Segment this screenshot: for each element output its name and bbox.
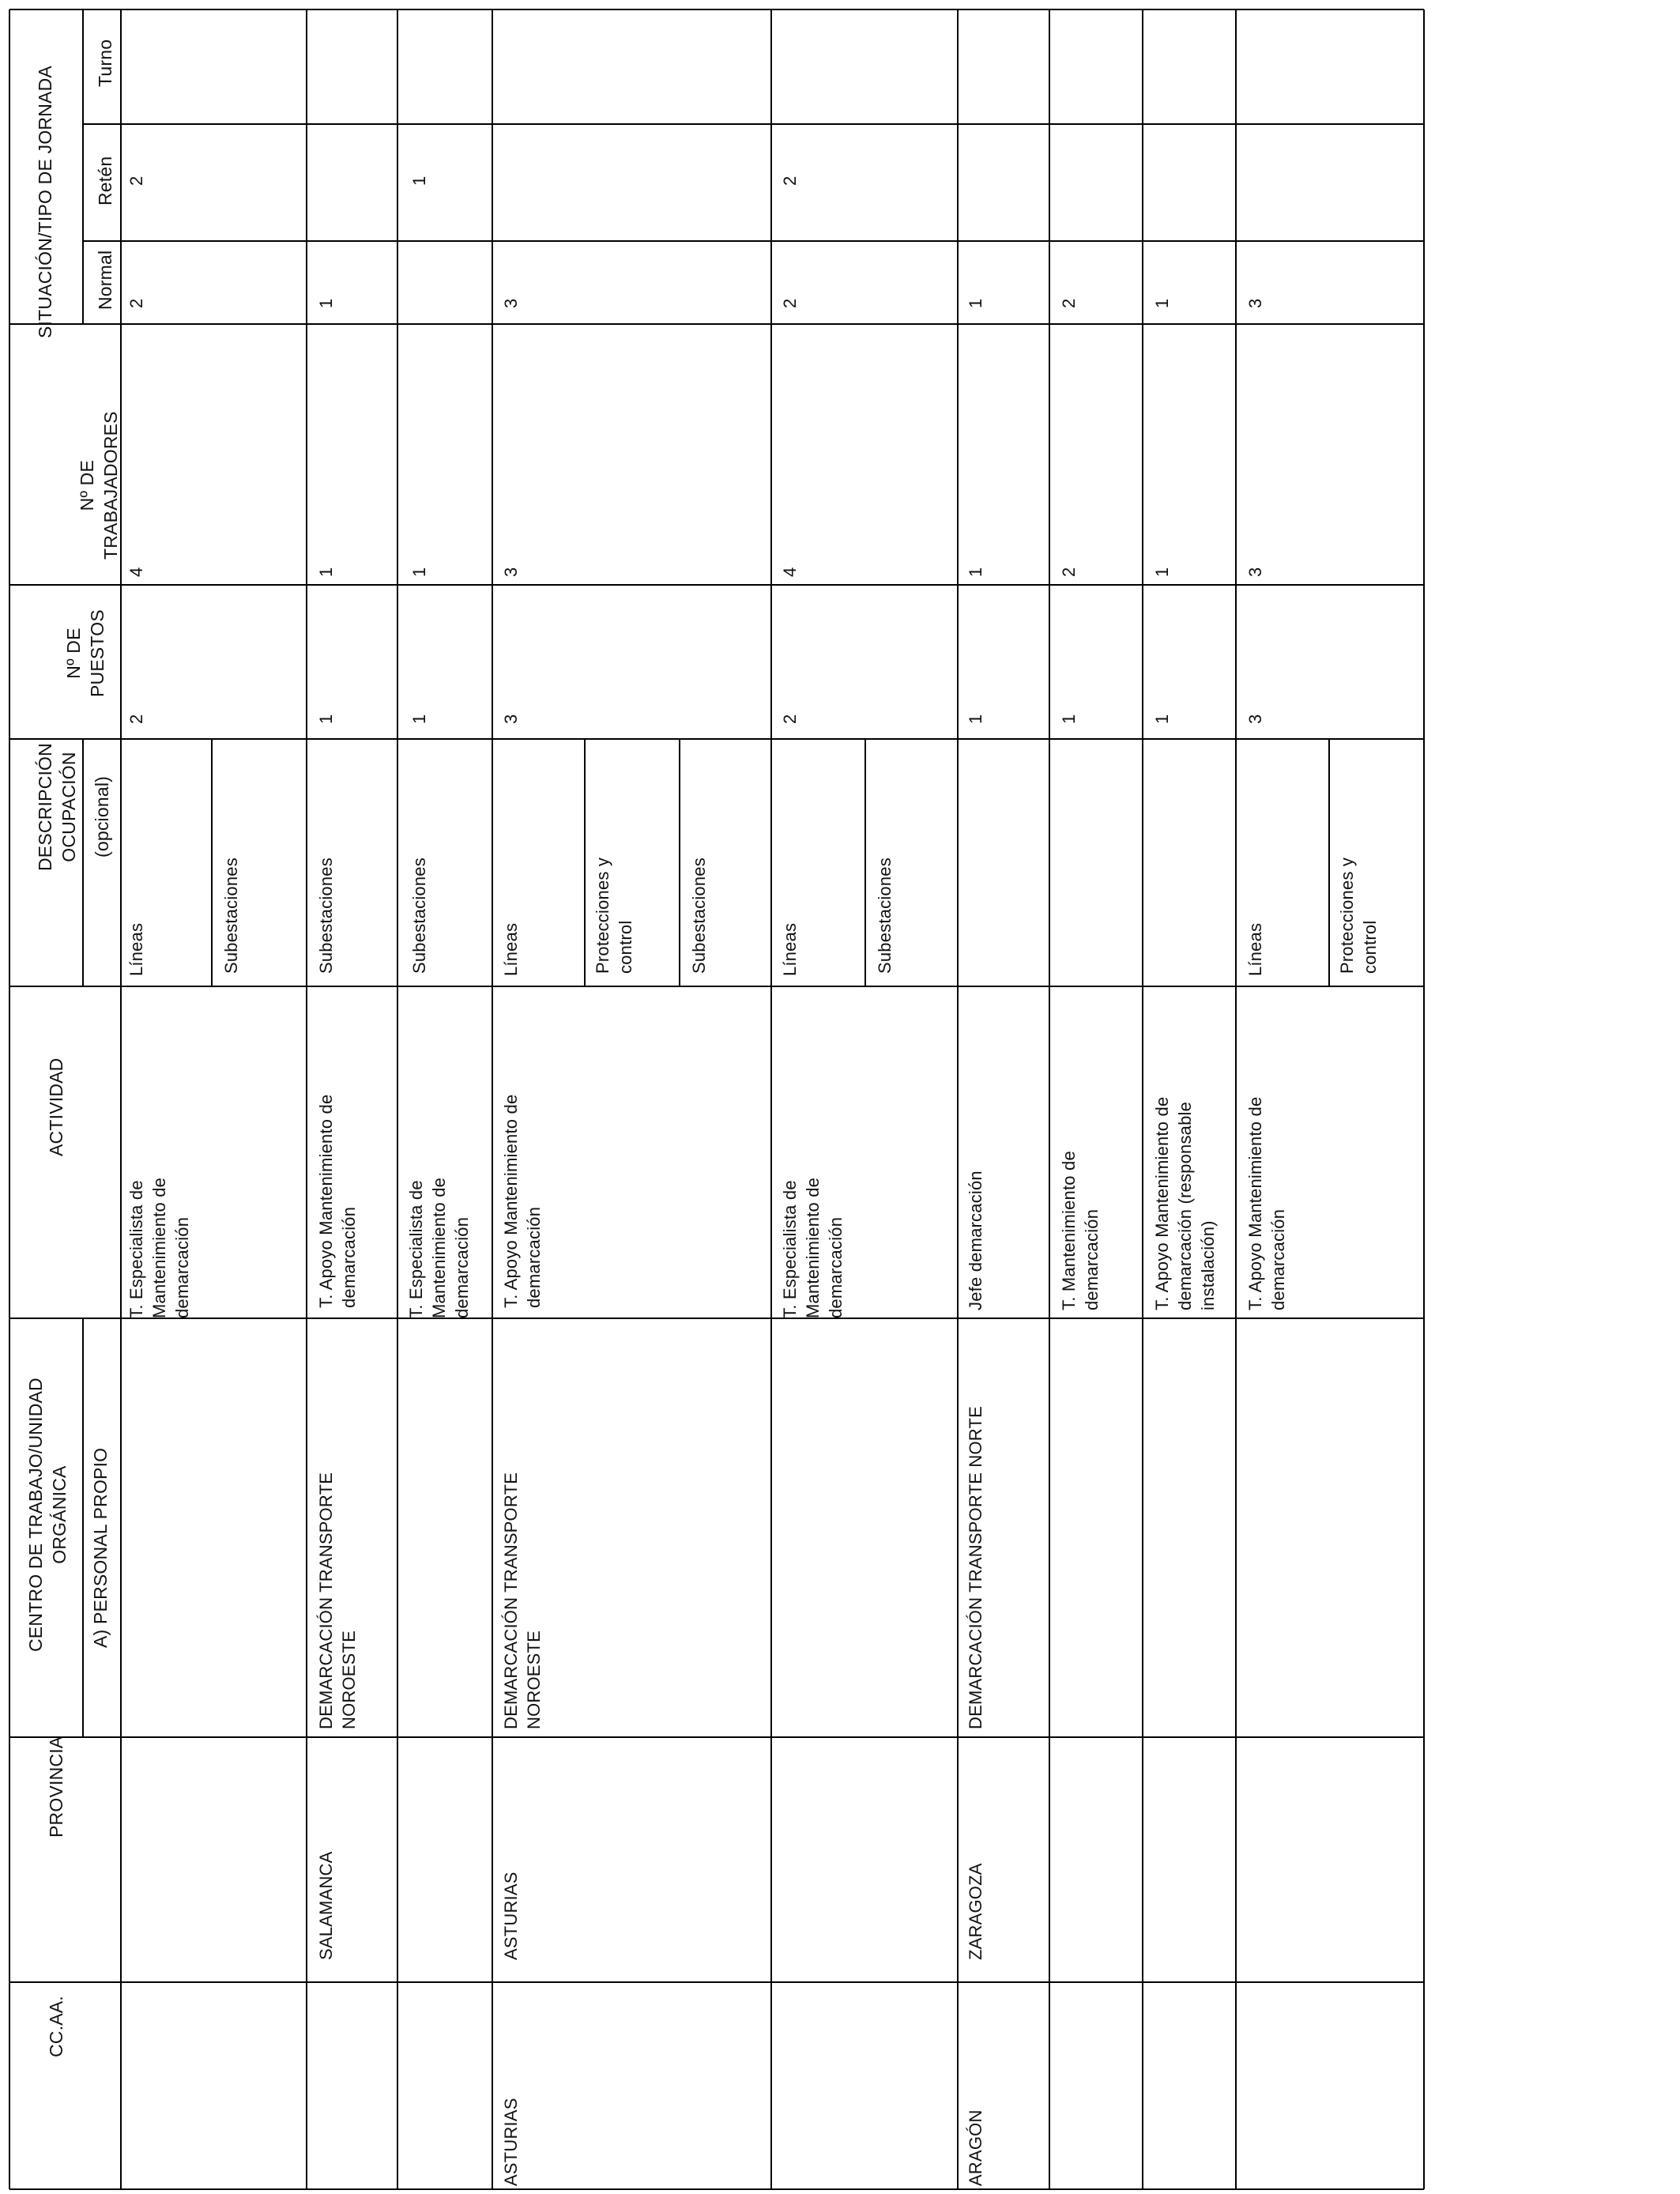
header-puestos-line: Nº DE	[63, 628, 84, 679]
header-centro-line: CENTRO DE TRABAJO/UNIDAD	[25, 1378, 46, 1652]
cell-provincia: ASTURIAS	[501, 1872, 521, 1960]
cell-descripcion: Subestaciones	[316, 858, 336, 974]
header-personal-propio: A) PERSONAL PROPIO	[90, 1447, 111, 1648]
cell-descripcion: Líneas	[1245, 922, 1265, 976]
text-line: T. Mantenimiento de	[1059, 1151, 1079, 1310]
cell-puestos: 3	[501, 714, 521, 724]
cell-provincia: SALAMANCA	[316, 1851, 336, 1960]
cell-actividad	[499, 1095, 545, 1308]
cell-actividad	[1151, 1097, 1219, 1310]
text-line: Mantenimiento de	[429, 1177, 450, 1318]
cell-provincia: ZARAGOZA	[966, 1863, 985, 1960]
header-trabajadores-line: Nº DE	[77, 459, 97, 511]
cell-puestos: 2	[126, 714, 146, 724]
text-line: demarcación	[1082, 1208, 1102, 1310]
text-line: T. Especialista de	[780, 1180, 800, 1318]
header-actividad: ACTIVIDAD	[46, 1057, 66, 1156]
cell-reten: 2	[780, 175, 800, 186]
cell-reten: 2	[126, 175, 146, 186]
cell-normal: 3	[501, 298, 521, 308]
cell-trabajadores: 1	[966, 567, 985, 577]
cell-normal: 2	[126, 298, 146, 308]
cell-ccaa: ARAGÓN	[966, 2109, 985, 2186]
cell-actividad	[778, 1178, 847, 1318]
cell-actividad: Jefe demarcación	[966, 1171, 985, 1310]
header-ccaa: CC.AA.	[46, 1996, 66, 2057]
text-line: demarcación	[1268, 1208, 1289, 1310]
header-descripcion-line: DESCRIPCIÓN	[35, 743, 55, 871]
cell-puestos: 1	[409, 714, 429, 724]
cell-puestos: 3	[1245, 714, 1265, 724]
text-line: DEMARCACIÓN TRANSPORTE	[316, 1472, 336, 1729]
cell-puestos: 1	[1059, 714, 1079, 724]
cell-puestos: 2	[780, 714, 800, 724]
text-line: Protecciones y	[593, 857, 612, 974]
cell-descripcion: Subestaciones	[689, 858, 709, 974]
cell-actividad	[315, 1095, 360, 1308]
cell-actividad	[1244, 1097, 1290, 1310]
text-line: demarcación	[452, 1216, 473, 1318]
cell-centro	[499, 1472, 545, 1729]
cell-trabajadores: 2	[1059, 567, 1079, 577]
cell-descripcion	[591, 858, 637, 974]
header-turno: Turno	[95, 39, 115, 87]
cell-descripcion: Subestaciones	[875, 858, 895, 974]
text-line: Protecciones y	[1337, 857, 1357, 974]
text-line: DEMARCACIÓN TRANSPORTE	[501, 1472, 521, 1729]
header-reten: Retén	[95, 156, 115, 205]
cell-actividad	[125, 1178, 194, 1318]
text-line: demarcación	[172, 1216, 193, 1318]
text-line: Mantenimiento de	[803, 1177, 823, 1318]
text-line: demarcación	[524, 1206, 544, 1308]
cell-descripcion: Líneas	[126, 922, 146, 976]
text-line: demarcación	[826, 1216, 846, 1318]
cell-puestos: 1	[316, 714, 336, 724]
text-line: instalación)	[1198, 1220, 1219, 1310]
text-line: T. Apoyo Mantenimiento de	[316, 1094, 336, 1308]
cell-puestos: 1	[966, 714, 985, 724]
cell-puestos: 1	[1152, 714, 1172, 724]
cell-normal: 2	[780, 298, 800, 308]
text-line: T. Especialista de	[406, 1180, 426, 1318]
header-opcional: (opcional)	[92, 776, 112, 858]
cell-trabajadores: 1	[1152, 567, 1172, 577]
cell-descripcion: Líneas	[780, 922, 800, 976]
text-line: control	[1360, 920, 1381, 974]
text-line: Mantenimiento de	[149, 1177, 170, 1318]
text-line: demarcación	[339, 1206, 360, 1308]
cell-trabajadores: 1	[409, 567, 429, 577]
cell-ccaa: ASTURIAS	[501, 2098, 521, 2186]
header-puestos-line: PUESTOS	[87, 609, 108, 697]
cell-centro	[315, 1472, 360, 1729]
cell-descripcion: Subestaciones	[409, 858, 429, 974]
header-centro-line: ORGÁNICA	[49, 1465, 70, 1564]
cell-descripcion	[1335, 858, 1381, 974]
cell-trabajadores: 4	[126, 567, 146, 577]
text-line: T. Especialista de	[126, 1180, 146, 1318]
header-puestos	[62, 609, 110, 697]
cell-descripcion: Subestaciones	[221, 858, 241, 974]
text-line: NOROESTE	[524, 1630, 544, 1729]
cell-actividad	[405, 1178, 473, 1318]
header-centro	[24, 1378, 72, 1652]
text-line: demarcación (responsable	[1175, 1101, 1196, 1310]
text-line: control	[616, 920, 636, 974]
cell-trabajadores: 3	[1245, 567, 1265, 577]
header-descripcion	[33, 743, 81, 871]
header-normal: Normal	[95, 250, 115, 310]
cell-centro: DEMARCACIÓN TRANSPORTE NORTE	[966, 1406, 985, 1729]
header-descripcion-line: OCUPACIÓN	[58, 752, 80, 862]
text-line: T. Apoyo Mantenimiento de	[501, 1094, 521, 1308]
header-provincia: PROVINCIA	[46, 1736, 66, 1838]
header-situacion: SITUACIÓN/TIPO DE JORNADA	[35, 66, 55, 338]
cell-trabajadores: 4	[780, 567, 800, 577]
cell-normal: 3	[1245, 298, 1265, 308]
cell-trabajadores: 1	[316, 567, 336, 577]
text-line: NOROESTE	[339, 1630, 360, 1729]
cell-normal: 1	[966, 298, 985, 308]
cell-descripcion: Líneas	[501, 922, 521, 976]
cell-reten: 1	[409, 175, 429, 186]
cell-normal: 1	[1152, 298, 1172, 308]
cell-normal: 1	[316, 298, 336, 308]
cell-actividad	[1057, 1151, 1103, 1310]
cell-normal: 2	[1059, 298, 1079, 308]
header-trabajadores-line: TRABAJADORES	[100, 411, 122, 560]
cell-trabajadores: 3	[501, 567, 521, 577]
text-line: T. Apoyo Mantenimiento de	[1152, 1096, 1172, 1310]
text-line: T. Apoyo Mantenimiento de	[1245, 1096, 1265, 1310]
header-trabajadores	[75, 411, 123, 560]
